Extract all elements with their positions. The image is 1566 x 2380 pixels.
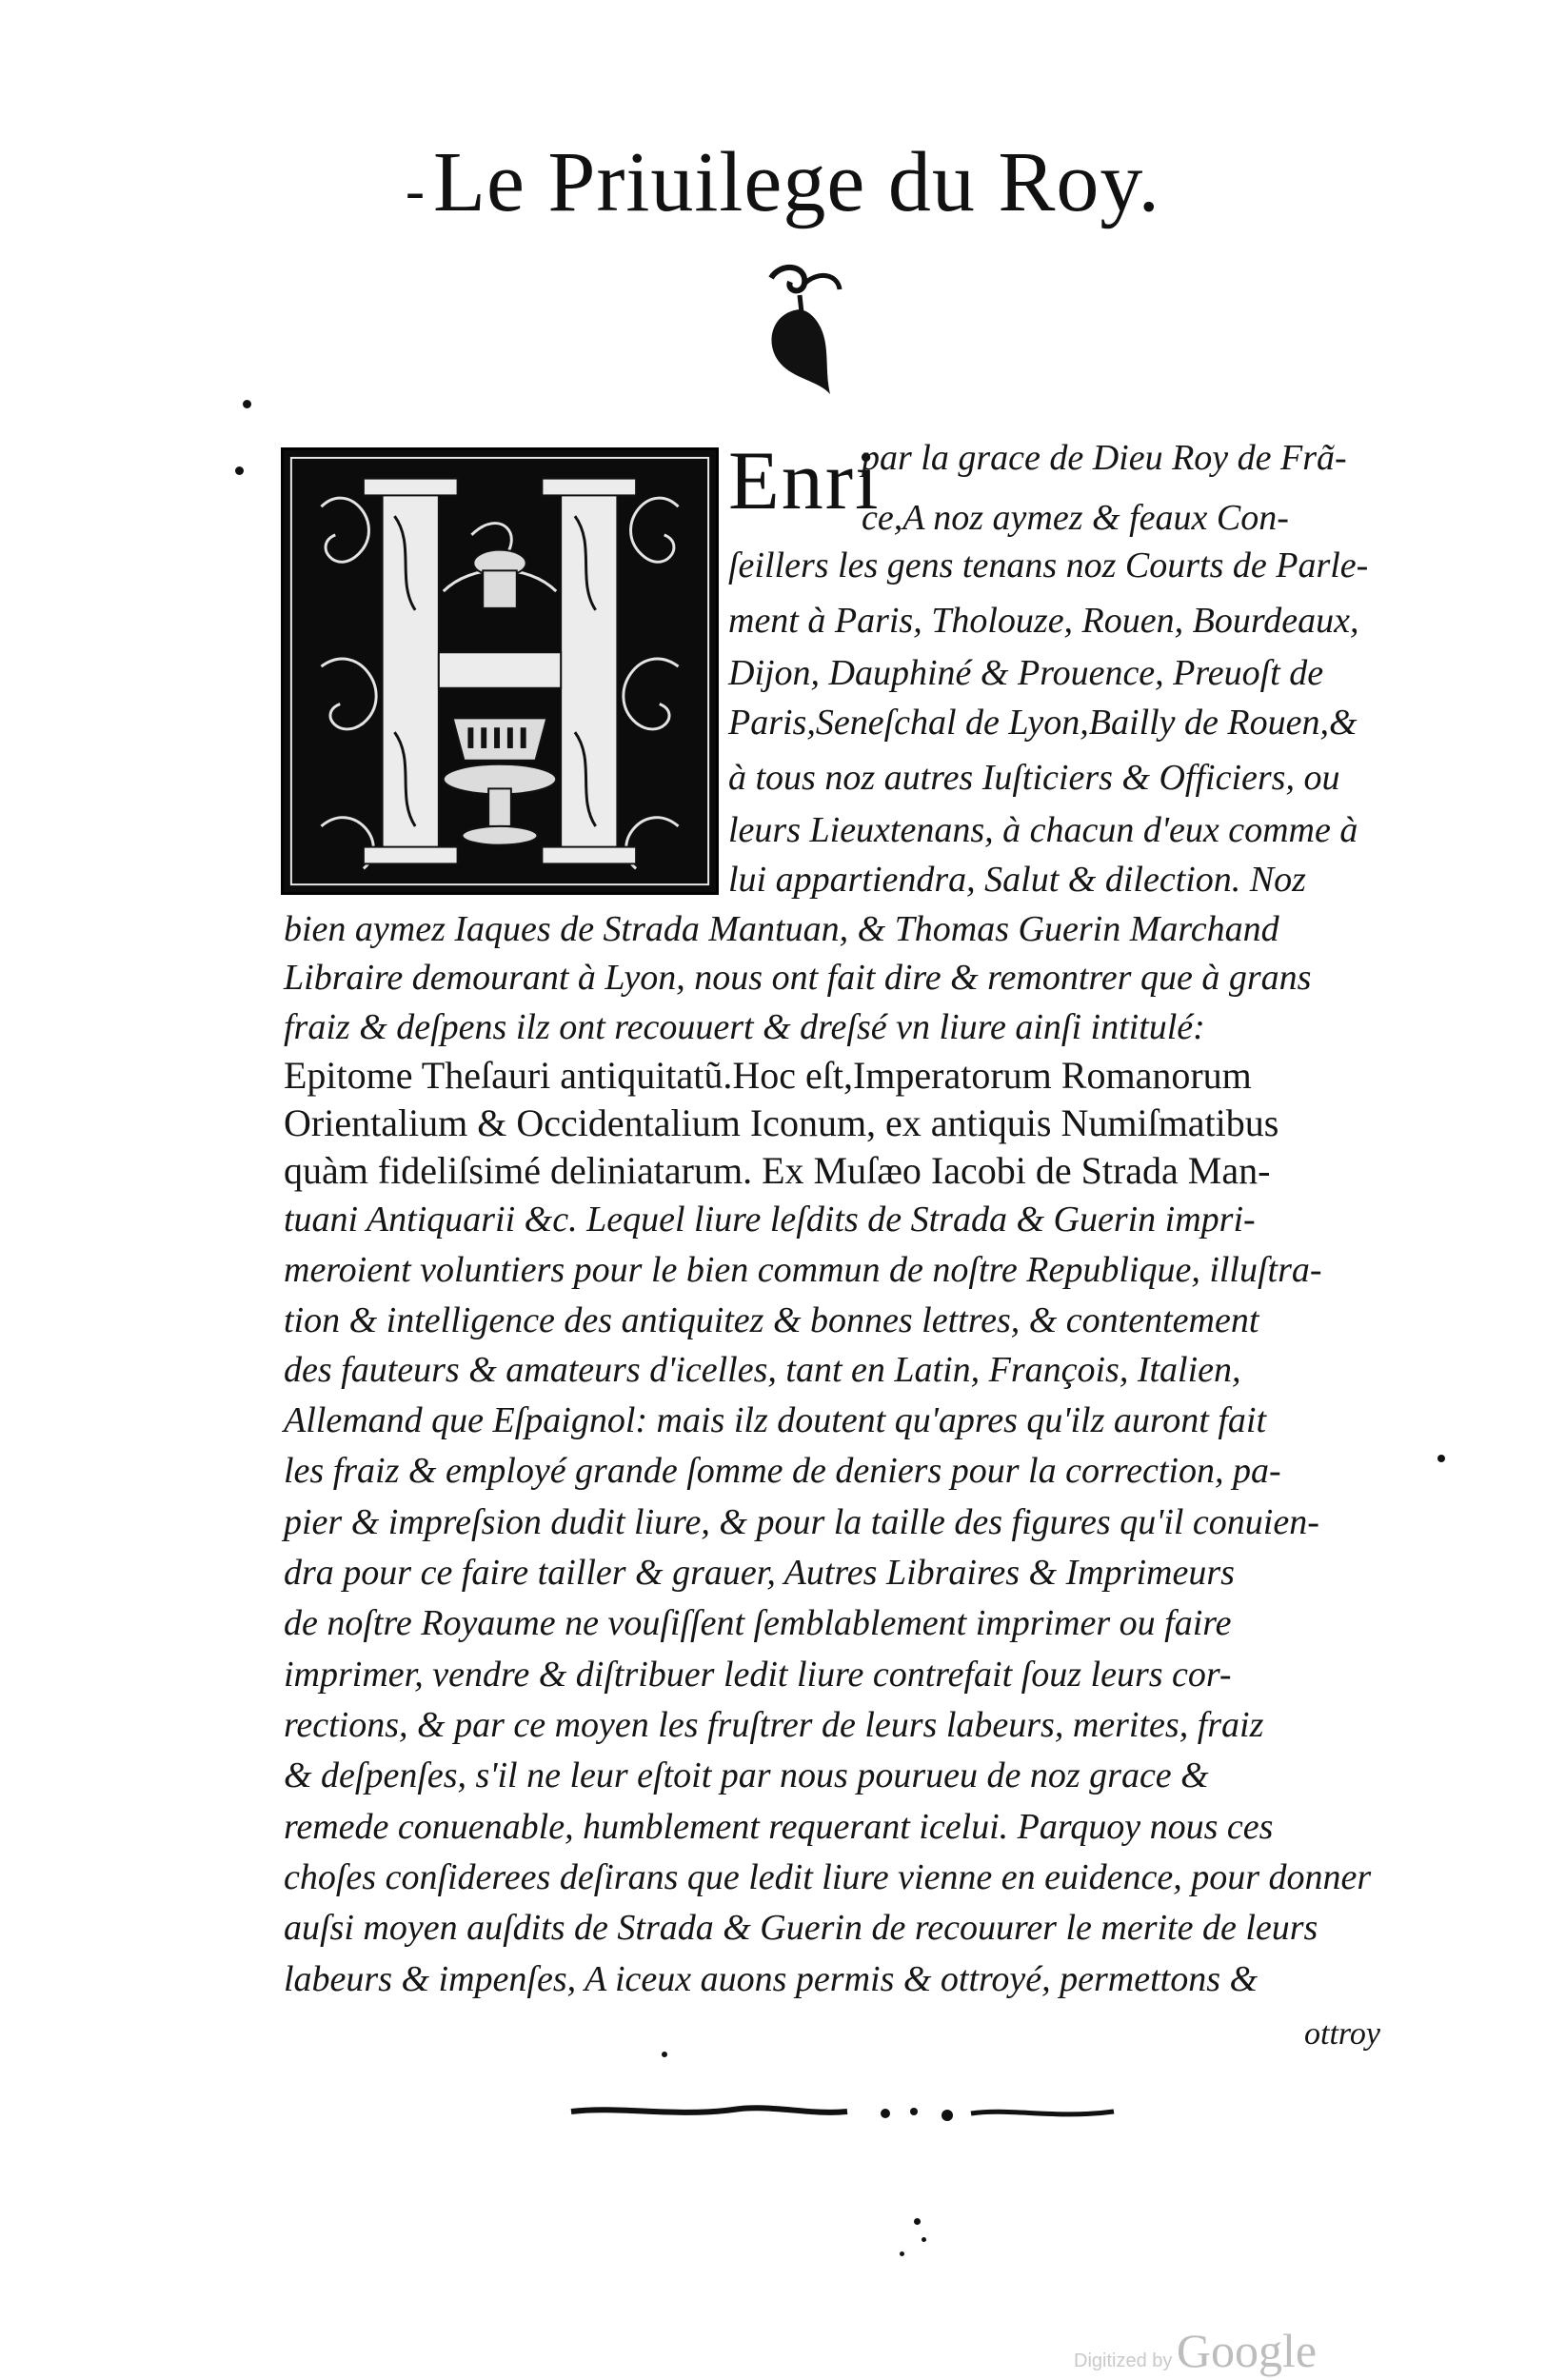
- text-line: pier & impreſsion dudit liure, & pour la taille des figures qu'il conuien-: [284, 1502, 1319, 1542]
- text-line: Libraire demourant à Lyon, nous ont fait dire & remontrer que à grans: [284, 958, 1312, 998]
- text-line: leurs Lieuxtenans, à chacun d'eux comme à: [728, 810, 1358, 850]
- text-line: à tous noz autres Iuſticiers & Officiers, ou: [728, 758, 1340, 798]
- ink-smudge-mark: [562, 2094, 1152, 2132]
- title-text: Le Priuilege du Roy.: [432, 135, 1161, 229]
- fleuron-ornament-icon: [752, 257, 857, 400]
- digitization-stamp: [1074, 2323, 1317, 2378]
- ink-speck: [900, 2251, 904, 2256]
- text-line: tuani Antiquarii &c. Lequel liure leſdits de Strada & Guerin impri-: [284, 1200, 1256, 1240]
- text-line: remede conuenable, humblement requerant icelui. Parquoy nous ces: [284, 1807, 1274, 1847]
- text-line: de noſtre Royaume ne vouſiſſent ſemblablement imprimer ou faire: [284, 1603, 1232, 1643]
- text-line: rections, & par ce moyen les fruſtrer de leurs labeurs, merites, fraiz: [284, 1705, 1264, 1745]
- page-title: [0, 133, 1566, 231]
- decorated-initial-letter: [281, 447, 719, 895]
- text-line: imprimer, vendre & diſtribuer ledit liure contrefait ſouz leurs cor-: [284, 1655, 1232, 1695]
- text-line: par la grace de Dieu Roy de Frã-: [862, 438, 1347, 478]
- text-line: fraiz & deſpens ilz ont recouuert & dreſsé vn liure ainſi intitulé:: [284, 1007, 1205, 1047]
- text-line-roman: Orientalium & Occidentalium Iconum, ex antiquis Numiſmatibus: [284, 1101, 1279, 1144]
- opening-word: Enri: [728, 435, 881, 527]
- text-line: ce,A noz aymez & feaux Con-: [862, 498, 1289, 538]
- stamp-brand: Google: [1176, 2324, 1318, 2377]
- text-line: ſeillers les gens tenans noz Courts de Parle-: [728, 545, 1369, 585]
- text-line: les fraiz & employé grande ſomme de deniers pour la correction, pa-: [284, 1451, 1281, 1491]
- ink-speck: [235, 466, 244, 475]
- text-line: & deſpenſes, s'il ne leur eſtoit par nous pourueu de noz grace &: [284, 1755, 1209, 1795]
- title-ornament-dash: -: [405, 158, 426, 222]
- text-line: Dijon, Dauphiné & Prouence, Preuoſt de: [728, 653, 1324, 693]
- catchword: ottroy: [1304, 2016, 1380, 2052]
- text-line: labeurs & impenſes, A iceux auons permis & ottroyé, permettons &: [284, 1959, 1259, 1999]
- text-line: Paris,Seneſchal de Lyon,Bailly de Rouen,&: [728, 703, 1358, 743]
- text-line: ment à Paris, Tholouze, Rouen, Bourdeaux,: [728, 601, 1359, 641]
- text-line: dra pour ce faire tailler & grauer, Autres Libraires & Imprimeurs: [284, 1553, 1235, 1593]
- text-line: tion & intelligence des antiquitez & bonnes lettres, & contentement: [284, 1300, 1259, 1340]
- text-line: choſes conſiderees deſirans que ledit liure vienne en euidence, pour donner: [284, 1857, 1372, 1897]
- ink-speck: [914, 2218, 921, 2225]
- text-line: bien aymez Iaques de Strada Mantuan, & Thomas Guerin Marchand: [284, 909, 1279, 949]
- text-line: meroient voluntiers pour le bien commun de noſtre Republique, illuſtra-: [284, 1250, 1322, 1290]
- ink-speck: [1437, 1455, 1445, 1462]
- ink-speck: [243, 400, 251, 408]
- ink-speck: [922, 2237, 926, 2242]
- text-line: auſsi moyen auſdits de Strada & Guerin de recouurer le merite de leurs: [284, 1908, 1318, 1948]
- stamp-prefix: Digitized by: [1074, 2350, 1173, 2371]
- text-line: lui appartiendra, Salut & dilection. Noz: [728, 860, 1306, 900]
- text-line: Allemand que Eſpaignol: mais ilz doutent qu'apres qu'ilz auront fait: [284, 1400, 1267, 1440]
- ink-speck: [662, 2052, 667, 2057]
- text-line: des fauteurs & amateurs d'icelles, tant en Latin, François, Italien,: [284, 1350, 1241, 1390]
- text-line-roman: quàm fideliſsimé deliniatarum. Ex Muſæo Iacobi de Strada Man-: [284, 1149, 1271, 1192]
- text-line-roman: Epitome Theſauri antiquitatũ.Hoc eſt,Imperatorum Romanorum: [284, 1054, 1252, 1097]
